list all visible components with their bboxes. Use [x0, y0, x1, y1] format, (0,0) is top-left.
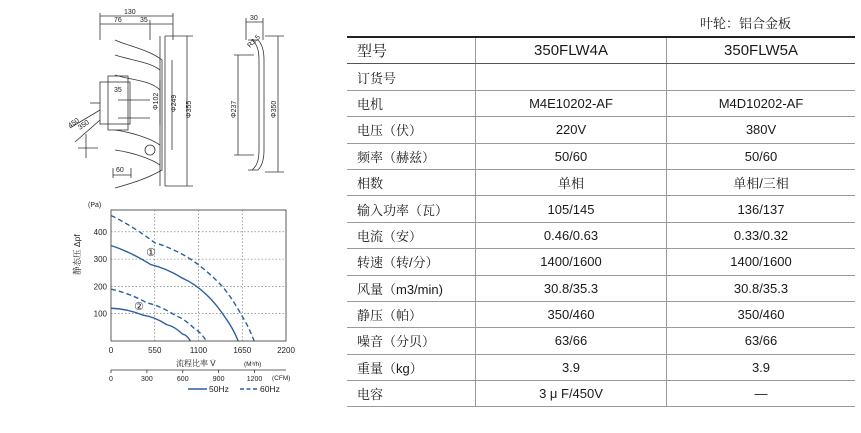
- cfm-tick-label: 0: [109, 376, 113, 383]
- header-label: 型号: [347, 37, 476, 64]
- curve-marker-2: ②: [134, 301, 144, 313]
- plot-frame: [111, 210, 286, 341]
- table-row: [347, 196, 855, 222]
- row-value-2: 0.33/0.32: [667, 222, 856, 248]
- row-value-1: 3.9: [476, 354, 667, 380]
- row-label: 电机: [347, 90, 476, 116]
- fan-drawings: [0, 0, 345, 433]
- dim-130: 130: [124, 9, 136, 16]
- y-unit: (Pa): [88, 202, 102, 209]
- row-value-1: 220V: [476, 117, 667, 143]
- table-row: [347, 143, 855, 169]
- row-value-2: M4D10202-AF: [667, 90, 856, 116]
- legend-label-50hz: 50Hz: [209, 384, 229, 394]
- row-label: 电压（伏）: [347, 117, 476, 143]
- row-label: 转速（转/分）: [347, 249, 476, 275]
- row-label: 电流（安）: [347, 222, 476, 248]
- table-row: [347, 249, 855, 275]
- series-50hz-curve-2: [111, 308, 191, 341]
- row-value-1: 单相: [476, 169, 667, 195]
- row-value-2: [667, 64, 856, 90]
- x-unit: (M³/h): [244, 361, 262, 368]
- x-tick-label: 1650: [233, 346, 252, 355]
- row-label: 电容: [347, 381, 476, 407]
- x-tick-label: 2200: [277, 346, 295, 355]
- impeller-note: 叶轮：铝合金板: [700, 16, 792, 31]
- row-label: 相数: [347, 169, 476, 195]
- row-value-2: —: [667, 381, 856, 407]
- row-label: 噪音（分贝）: [347, 328, 476, 354]
- table-row: [347, 354, 855, 380]
- row-value-1: M4E10202-AF: [476, 90, 667, 116]
- dim-phi249: Φ249: [171, 94, 178, 112]
- cfm-tick-label: 300: [141, 376, 153, 383]
- x-tick-label: 550: [148, 346, 162, 355]
- dim-r35: R3.5: [246, 34, 262, 50]
- dim-phi237: Φ237: [231, 100, 238, 118]
- x-tick-label: 1100: [189, 346, 208, 355]
- dim-phi350: Φ350: [271, 100, 278, 118]
- row-value-2: 1400/1600: [667, 249, 856, 275]
- table-row: [347, 301, 855, 327]
- table-row: [347, 90, 855, 116]
- cfm-tick-label: 600: [176, 376, 189, 383]
- header-model-2: 350FLW5A: [667, 37, 856, 64]
- header-model-1: 350FLW4A: [476, 37, 667, 64]
- row-label: 重量（kg）: [347, 354, 476, 380]
- y-tick-label: 100: [93, 309, 107, 319]
- dim-30: 30: [250, 15, 258, 22]
- row-value-1: 50/60: [476, 143, 667, 169]
- y-axis-label: 静态压 Δpf: [72, 234, 82, 275]
- row-value-1: 1400/1600: [476, 249, 667, 275]
- x-axis-label: 流程比率 V̇: [176, 359, 216, 368]
- legend-label-60hz: 60Hz: [260, 384, 280, 394]
- table-row: [347, 275, 855, 301]
- dim-450: 450: [67, 117, 81, 130]
- dim-phi102: Φ102: [153, 92, 160, 110]
- row-value-1: 0.46/0.63: [476, 222, 667, 248]
- table-row: [347, 117, 855, 143]
- row-label: 频率（赫兹）: [347, 143, 476, 169]
- table-row: [347, 381, 855, 407]
- table-row: [347, 222, 855, 248]
- dim-35b: 35: [114, 87, 122, 94]
- row-label: 静压（帕）: [347, 301, 476, 327]
- table-row: [347, 169, 855, 195]
- row-label: 输入功率（瓦）: [347, 196, 476, 222]
- row-value-2: 136/137: [667, 196, 856, 222]
- row-label: 风量（m3/min): [347, 275, 476, 301]
- row-value-2: 50/60: [667, 143, 856, 169]
- row-value-2: 3.9: [667, 354, 856, 380]
- cfm-tick-label: 1200: [246, 376, 263, 383]
- series-60hz-curve-2: [111, 289, 206, 341]
- row-value-1: [476, 64, 667, 90]
- cfm-tick-label: 900: [212, 376, 225, 383]
- row-value-2: 单相/三相: [667, 169, 856, 195]
- row-value-1: 30.8/35.3: [476, 275, 667, 301]
- spec-table: [347, 36, 855, 407]
- row-value-2: 350/460: [667, 301, 856, 327]
- row-value-1: 63/66: [476, 328, 667, 354]
- table-row: [347, 328, 855, 354]
- x-tick-label: 0: [108, 346, 114, 355]
- y-tick-label: 400: [93, 227, 107, 237]
- legend: [188, 384, 280, 394]
- row-value-2: 63/66: [667, 328, 856, 354]
- row-value-1: 105/145: [476, 196, 667, 222]
- table-header-row: [347, 37, 855, 64]
- dim-350: 350: [77, 119, 91, 132]
- row-value-1: 3 μ F/450V: [476, 381, 667, 407]
- curve-marker-1: ①: [146, 247, 156, 259]
- dim-phi355: Φ355: [186, 100, 193, 118]
- y-tick-label: 300: [93, 255, 107, 265]
- row-value-1: 350/460: [476, 301, 667, 327]
- dim-60: 60: [116, 167, 124, 174]
- cfm-unit: (CFM): [272, 375, 291, 382]
- dim-76: 76: [114, 17, 122, 24]
- row-label: 订货号: [347, 64, 476, 90]
- row-value-2: 30.8/35.3: [667, 275, 856, 301]
- row-value-2: 380V: [667, 117, 856, 143]
- dim-35a: 35: [140, 17, 148, 24]
- table-row: [347, 64, 855, 90]
- series-50hz-curve-1: [111, 245, 238, 341]
- y-tick-label: 200: [93, 282, 107, 292]
- performance-chart: [72, 202, 295, 394]
